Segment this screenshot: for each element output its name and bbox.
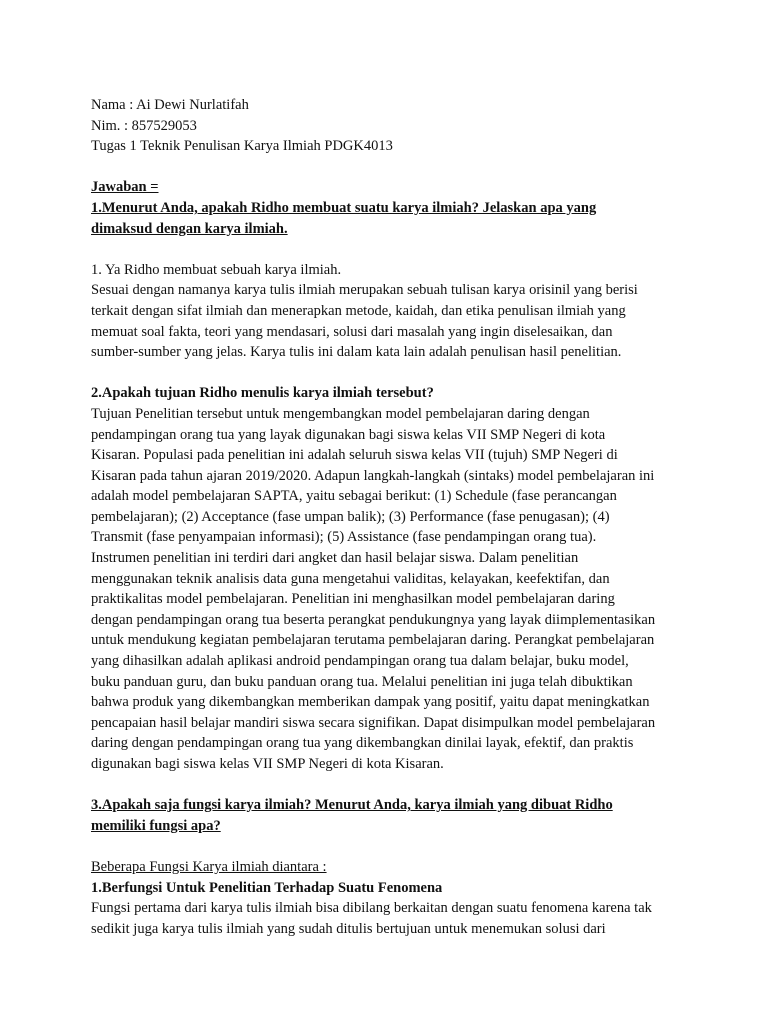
- answer-2-line: Instrumen penelitian ini terdiri dari angket dan hasil belajar siswa. Dalam penelitian: [91, 550, 579, 567]
- answer-2-line: bahwa produk yang dikembangkan memberikan dampak yang positif, yaitu dapat meningkatkan: [91, 694, 650, 711]
- question-1-line: dimaksud dengan karya ilmiah.: [91, 220, 288, 237]
- student-nim: Nim. : 857529053: [91, 117, 197, 134]
- answer-3-line: sedikit juga karya tulis ilmiah yang sudah ditulis bertujuan untuk menemukan solusi dari: [91, 920, 606, 937]
- student-name: Nama : Ai Dewi Nurlatifah: [91, 97, 249, 113]
- answer-1-line: terkait dengan sifat ilmiah dan menerapkan metode, kaidah, dan etika penulisan ilmiah yang: [91, 302, 626, 319]
- answer-2-line: Tujuan Penelitian tersebut untuk mengembangkan model pembelajaran daring dengan: [91, 405, 590, 422]
- answer-1-line: memuat soal fakta, teori yang mendasari, solusi dari masalah yang ingin diselesaikan, dan: [91, 323, 613, 340]
- question-3-line: memiliki fungsi apa?: [91, 817, 221, 834]
- answer-2-line: daring dengan pendampingan orang tua yang dikembangkan dinilai layak, efektif, dan praktis: [91, 735, 634, 752]
- answer-2-line: pencapaian hasil belajar mandiri siswa secara signifikan. Dapat disimpulkan model pembelajaran: [91, 714, 656, 731]
- question-1-line: 1.Menurut Anda, apakah Ridho membuat suatu karya ilmiah? Jelaskan apa yang: [91, 199, 597, 216]
- functions-intro: Beberapa Fungsi Karya ilmiah diantara :: [91, 858, 327, 875]
- document-content: [91, 95, 691, 939]
- answer-2-line: praktikalitas model pembelajaran. Penelitian ini menghasilkan model pembelajaran daring: [91, 591, 615, 608]
- answer-2-line: Kisaran. Populasi pada penelitian ini adalah seluruh siswa kelas VII (tujuh) SMP Negeri di: [91, 447, 618, 464]
- answer-2-line: Kisaran pada tahun ajaran 2019/2020. Adapun langkah-langkah (sintaks) model pembelajaran ini: [91, 467, 655, 484]
- answer-2-line: untuk mendukung kegiatan pembelajaran terutama pembelajaran daring. Perangkat pembelajaran: [91, 632, 655, 649]
- answer-3-line: Fungsi pertama dari karya tulis ilmiah bisa dibilang berkaitan dengan suatu fenomena karena tak: [91, 900, 652, 917]
- answer-2-line: pembelajaran); (2) Acceptance (fase umpan balik); (3) Performance (fase penugasan); (4): [91, 508, 610, 525]
- answer-label: Jawaban =: [91, 179, 159, 196]
- question-3-line: 3.Apakah saja fungsi karya ilmiah? Menurut Anda, karya ilmiah yang dibuat Ridho: [91, 797, 613, 814]
- function-1-heading: 1.Berfungsi Untuk Penelitian Terhadap Suatu Fenomena: [91, 879, 443, 896]
- answer-2-line: digunakan bagi siswa kelas VII SMP Negeri di kota Kisaran.: [91, 756, 444, 772]
- answer-2-line: yang dihasilkan adalah aplikasi android pendampingan orang tua dalam belajar, buku model,: [91, 653, 629, 670]
- answer-2-line: adalah model pembelajaran SAPTA, yaitu sebagai berikut: (1) Schedule (fase perancangan: [91, 488, 617, 505]
- question-2: 2.Apakah tujuan Ridho menulis karya ilmiah tersebut?: [91, 385, 434, 402]
- answer-2-line: pendampingan orang tua yang layak digunakan bagi siswa kelas VII SMP Negeri di kota: [91, 426, 606, 443]
- answer-1-line: Sesuai dengan namanya karya tulis ilmiah merupakan sebuah tulisan karya orisinil yang berisi: [91, 282, 638, 299]
- answer-2-line: menggunakan teknik analisis data guna mengetahui validitas, kelayakan, keefektifan, dan: [91, 570, 610, 587]
- answer-2-line: dengan pendampingan orang tua beserta perangkat pendukungnya yang layak diimplementasikan: [91, 611, 656, 628]
- answer-1-line: sumber-sumber yang jelas. Karya tulis ini dalam kata lain adalah penulisan hasil penelitian.: [91, 344, 622, 361]
- answer-2-line: buku panduan guru, dan buku panduan orang tua. Melalui penelitian ini juga telah dibuktikan: [91, 673, 633, 690]
- answer-2-line: Transmit (fase penyampaian informasi); (5) Assistance (fase pendampingan orang tua).: [91, 529, 597, 546]
- answer-1-line: 1. Ya Ridho membuat sebuah karya ilmiah.: [91, 261, 342, 278]
- task-title: Tugas 1 Teknik Penulisan Karya Ilmiah PDGK4013: [91, 138, 393, 155]
